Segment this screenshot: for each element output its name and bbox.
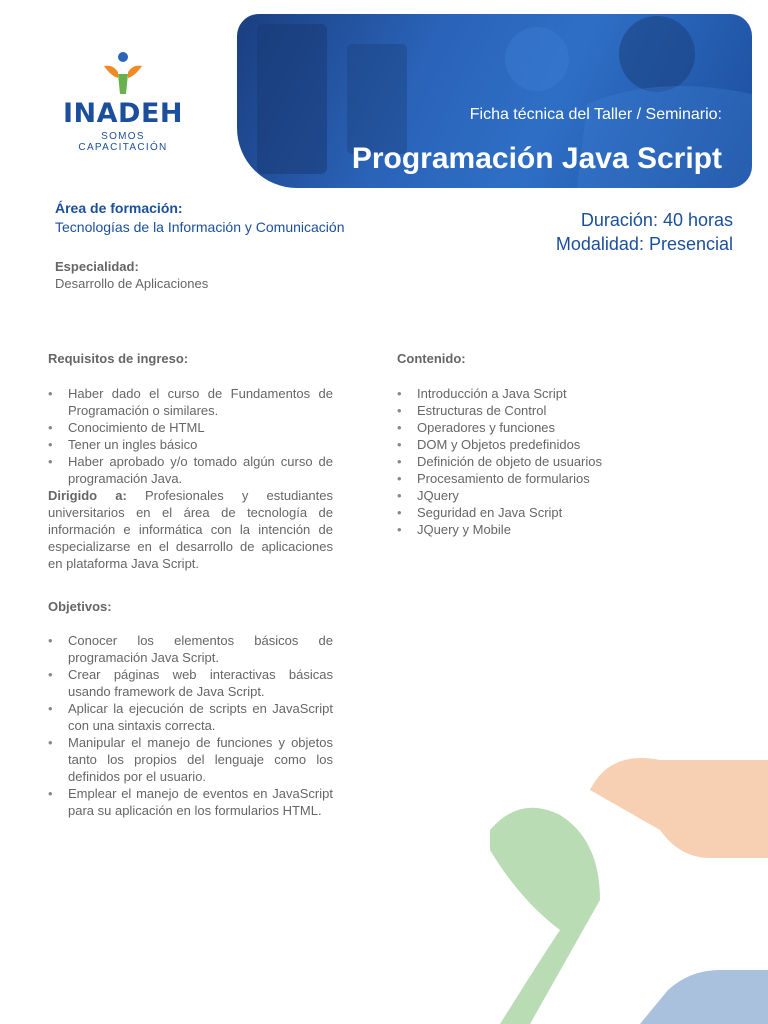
requirements-list [48, 385, 333, 487]
green-chevron-shape [490, 808, 600, 1024]
list-item: • Aplicar la ejecución de scripts en JavaScript con una sintaxis correcta. [48, 700, 333, 734]
list-item: • Seguridad en Java Script [397, 504, 697, 521]
logo-tagline: SOMOS CAPACITACIÓN [78, 131, 168, 153]
list-item: • Definición de objeto de usuarios [397, 453, 697, 470]
list-item: • Haber dado el curso de Fundamentos de Programación o similares. [48, 385, 333, 419]
list-item: • JQuery [397, 487, 697, 504]
list-item: • Emplear el manejo de eventos en JavaScript para su aplicación en los formularios HTML. [48, 785, 333, 819]
duration-text: Duración: 40 horas [580, 210, 733, 230]
objectives-list [48, 632, 333, 819]
list-item: • Estructuras de Control [397, 402, 697, 419]
list-item: • Crear páginas web interactivas básicas usando framework de Java Script. [48, 666, 333, 700]
list-item: • Tener un ingles básico [48, 436, 333, 453]
objectives-section [48, 632, 333, 819]
content-title: Contenido: [397, 351, 466, 366]
requirements-section [48, 385, 333, 572]
target-audience-label: Dirigido a: [48, 488, 127, 503]
banner-title: Programación Java Script [351, 142, 722, 175]
list-item: • Procesamiento de formularios [397, 470, 697, 487]
logo-name: INADEH [63, 98, 183, 129]
target-audience-text: Profesionales y estudiantes universitarios en el área de tecnología de información e informática con la intención de especializarse en el desarrollo de aplicaciones en plataforma Java Script. [48, 488, 333, 571]
specialty-value: Desarrollo de Aplicaciones [55, 276, 209, 291]
list-item: • Manipular el manejo de funciones y objetos tanto los propios del lenguaje como los definidos por el usuario. [48, 734, 333, 785]
specialty-label: Especialidad: [55, 259, 139, 274]
header-banner [237, 14, 752, 188]
people-logo-icon [101, 50, 145, 96]
list-item: • Operadores y funciones [397, 419, 697, 436]
list-item: • JQuery y Mobile [397, 521, 697, 538]
inadeh-logo [58, 50, 188, 153]
objectives-title: Objetivos: [48, 599, 112, 614]
list-item: • Haber aprobado y/o tomado algún curso de programación Java. [48, 453, 333, 487]
list-item: • Conocer los elementos básicos de programación Java Script. [48, 632, 333, 666]
modality-text: Modalidad: Presencial [555, 234, 733, 254]
list-item: • DOM y Objetos predefinidos [397, 436, 697, 453]
light-blue-shape [640, 970, 768, 1024]
peach-chevron-shape [590, 758, 768, 858]
content-list [397, 385, 697, 538]
list-item: • Conocimiento de HTML [48, 419, 333, 436]
requirements-title: Requisitos de ingreso: [48, 351, 189, 366]
area-label: Área de formación: [55, 200, 183, 216]
content-section [397, 385, 697, 538]
banner-subtitle: Ficha técnica del Taller / Seminario: [469, 106, 722, 123]
target-audience [48, 487, 333, 572]
area-value: Tecnologías de la Información y Comunicación [55, 219, 345, 235]
list-item: • Introducción a Java Script [397, 385, 697, 402]
